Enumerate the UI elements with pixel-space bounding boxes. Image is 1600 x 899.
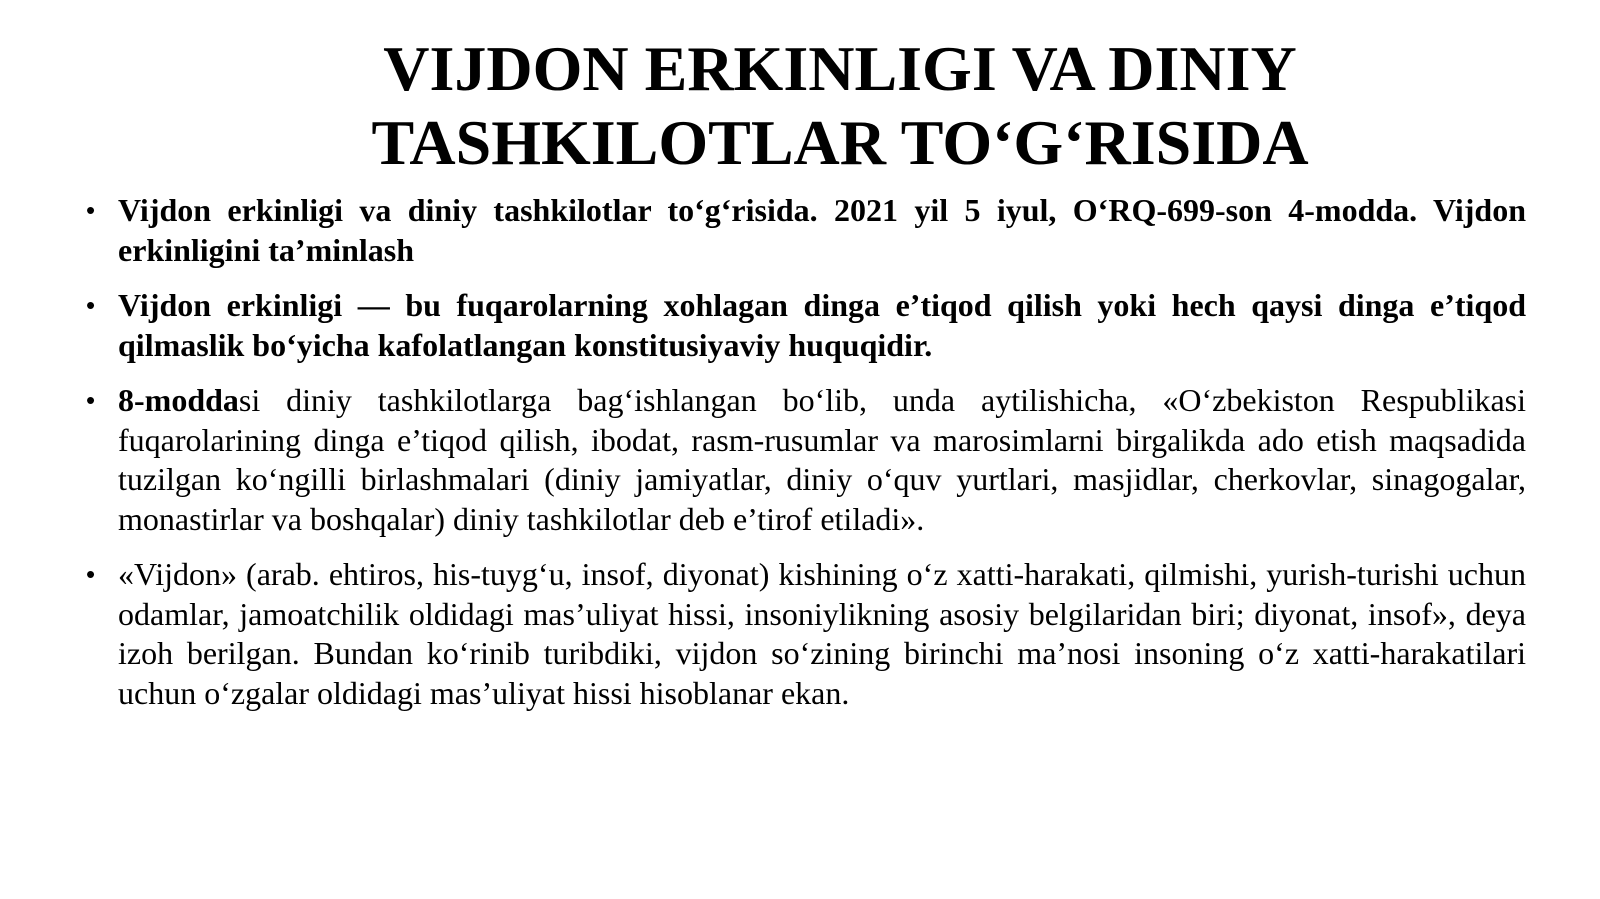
bullet-text: «Vijdon» (arab. ehtiros, his-tuyg‘u, insof, diyonat) kishining o‘z xatti-harakati, qilmishi, yurish-turishi uchun odamlar, jamoatchilik oldidagi mas’uliyat hissi, insoniylikning asosiy belgilaridan biri; diyonat, insof», deya izoh berilgan. Bundan ko‘rinib turibdiki, vijdon so‘zining birinchi ma’nosi insoning o‘z xatti-harakatilari uchun o‘zgalar oldidagi mas’uliyat hissi hisoblanar ekan. <box>118 556 1526 711</box>
bullet-text-bold: 8-modda <box>118 382 239 418</box>
slide-title-line-1: VIJDON ERKINLIGI VA DINIY <box>383 33 1297 104</box>
bullet-text: si diniy tashkilotlarga bag‘ishlangan bo‘lib, unda aytilishicha, «O‘zbekiston Respublikasi fuqarolarining dinga e’tiqod qilish, ibodat, rasm-rusumlar va marosimlarni birgalikda ado etish maqsadida tuzilgan ko‘ngilli birlashmalari (diniy jamiyatlar, diniy o‘quv yurtlari, masjidlar, cherkovlar, sinagogalar, monastirlar va boshqalar) diniy tashkilotlar deb e’tirof etiladi». <box>118 382 1526 537</box>
bullet-icon: • <box>86 290 96 320</box>
bullet-item-article-8 <box>86 381 1526 539</box>
bullet-text-bold: Vijdon erkinligi — bu fuqarolarning xohlagan dinga e’tiqod qilish yoki hech qaysi dinga e’tiqod qilmaslik bo‘yicha kafolatlangan konstitusiyaviy huquqidir. <box>118 287 1526 363</box>
bullet-item-vijdon-meaning <box>86 555 1526 713</box>
bullet-text-bold: Vijdon erkinligi va diniy tashkilotlar to‘g‘risida. 2021 yil 5 iyul, O‘RQ-699-son 4-modda. Vijdon erkinligini ta’minlash <box>118 192 1526 268</box>
bullet-icon: • <box>86 385 96 415</box>
bullet-list <box>86 191 1526 713</box>
bullet-item-law-reference <box>86 191 1526 270</box>
slide-title-line-2: TASHKILOTLAR TO‘G‘RISIDA <box>371 107 1309 178</box>
slide-title <box>300 32 1380 180</box>
bullet-item-definition <box>86 286 1526 365</box>
bullet-icon: • <box>86 559 96 589</box>
bullet-icon: • <box>86 195 96 225</box>
